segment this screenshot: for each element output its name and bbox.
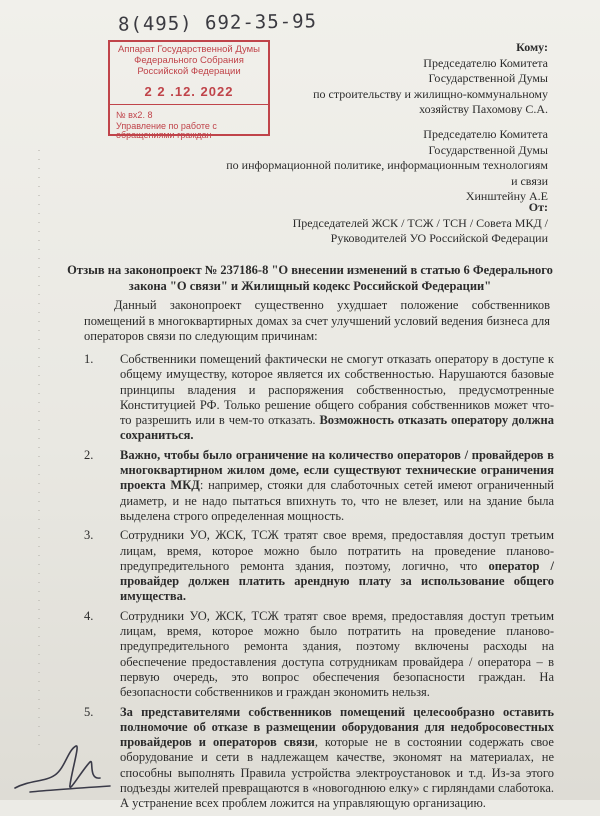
item-text: Сотрудники УО, ЖСК, ТСЖ тратят свое время, предоставляя доступ третьим лицам, время, которое можно было потратить на проведение планово-предупредительного ремонта здания, поэтому, логично, что — [120, 528, 554, 573]
stamp-date: 2 2 .12. 2022 — [144, 84, 234, 99]
item-bold-text: За представителями собственников помещений целесообразно оставить полномочие об отказе в размещении оборудования для недобросовестных провайдеров и операторов связи — [120, 704, 554, 750]
recipient-line: Государственной Думы — [428, 71, 548, 85]
sender-block — [293, 200, 548, 247]
stamp-divider — [110, 104, 268, 105]
from-label: От: — [528, 200, 548, 214]
sender-line: Председателей ЖСК / ТСЖ / ТСН / Совета МКД / — [292, 215, 548, 230]
list-item — [84, 448, 554, 524]
signature — [10, 740, 120, 800]
item-text: : например, стояки для слаботочных сетей имеют ограниченный диаметр, и не надо пытаться впихнуть то, что не влезет, или на здание была выделена строго определенная мощность. — [120, 478, 554, 523]
recipient-line: Председателю Комитета — [423, 127, 548, 141]
recipient-line: хозяйству Пахомову С.А. — [419, 102, 548, 116]
handwritten-phone: 8(495) 692-35-95 — [117, 10, 318, 36]
recipient-block-1 — [313, 40, 548, 118]
binder-holes — [38, 150, 40, 750]
stamp-org: Аппарат Государственной Думы Федерального Собрания Российской Федерации — [117, 44, 261, 77]
item-number: 3. — [84, 528, 94, 543]
list-item — [84, 352, 554, 444]
recipient-line: по строительству и жилищно-коммунальному — [313, 86, 548, 101]
recipient-line: Государственной Думы — [428, 142, 548, 157]
item-number: 4. — [84, 608, 94, 623]
item-bold-text: Важно, чтобы было ограничение на количество операторов / провайдеров в многоквартирном жилом доме, если существуют технические ограничения проекта МКД — [120, 447, 554, 493]
list-item — [84, 609, 554, 701]
registration-stamp — [108, 40, 270, 140]
item-bold-text: оператор / провайдер должен платить арендную плату за использование общего имущества. — [120, 558, 554, 604]
list-item — [84, 528, 554, 604]
sender-line: Руководителей УО Российской Федерации — [330, 231, 548, 245]
item-bold-text: Возможность отказать оператору должна сохраниться. — [120, 413, 554, 443]
recipient-block-2 — [226, 127, 548, 205]
recipient-line: Хинштейну А.Е — [465, 189, 548, 203]
stamp-department: Управление по работе с обращениями граждан — [116, 121, 217, 140]
document-title: Отзыв на законопроект № 237186-8 "О внесении изменений в статью 6 Федерального закона "О связи" и Жилищный кодекс Российской Федерации" — [67, 263, 553, 293]
to-label: Кому: — [516, 40, 548, 54]
item-number: 1. — [84, 352, 94, 366]
intro-paragraph: Данный законопроект существенно ухудшает положение собственников помещений в многоквартирных домах за счет улучшений условий ведения бизнеса для операторов связи по следующим причинам: — [84, 298, 550, 343]
item-number: 5. — [84, 704, 94, 719]
stamp-number: № вх2. 8 — [116, 110, 153, 120]
item-number: 2. — [84, 447, 94, 462]
item-text: , которые не в состоянии содержать свое оборудование и сети в надлежащем качестве, экономят на материалах, не способны выполнять Правила устройства электроустановок и т.д. Из-за этого подъезды жителей превращаются в «новогоднюю елку» с гирляндами слаботока. А устранение всех проблем ложится на управляющую организацию. — [120, 735, 554, 811]
recipient-line: Председателю Комитета — [423, 55, 548, 70]
item-text: Собственники помещений фактически не смогут отказать оператору в доступе к общему имуществу, которое является их собственностью. Нарушаются базовые принципы владения и распоряжения собственностью, предусмотренные Конституцией РФ. Только решение общего собрания собственников может что-то разрешить или в чем-то отказать. — [120, 352, 554, 428]
recipient-line: и связи — [511, 173, 548, 188]
recipient-line: по информационной политике, информационным технологиям — [226, 158, 548, 172]
reasons-list — [84, 352, 554, 816]
list-item — [84, 705, 554, 812]
item-text: Сотрудники УО, ЖСК, ТСЖ тратят свое время, предоставляя доступ третьим лицам, время, которое можно было потратить на проведение планово-предупредительного ремонта здания, поэтому включены расходы на обеспечение предоставления доступа сотрудникам провайдера / оператора – в первую очередь, это вопрос обеспечения безопасности граждан. На безопасности собственников и граждан экономить нельзя. — [120, 608, 554, 700]
